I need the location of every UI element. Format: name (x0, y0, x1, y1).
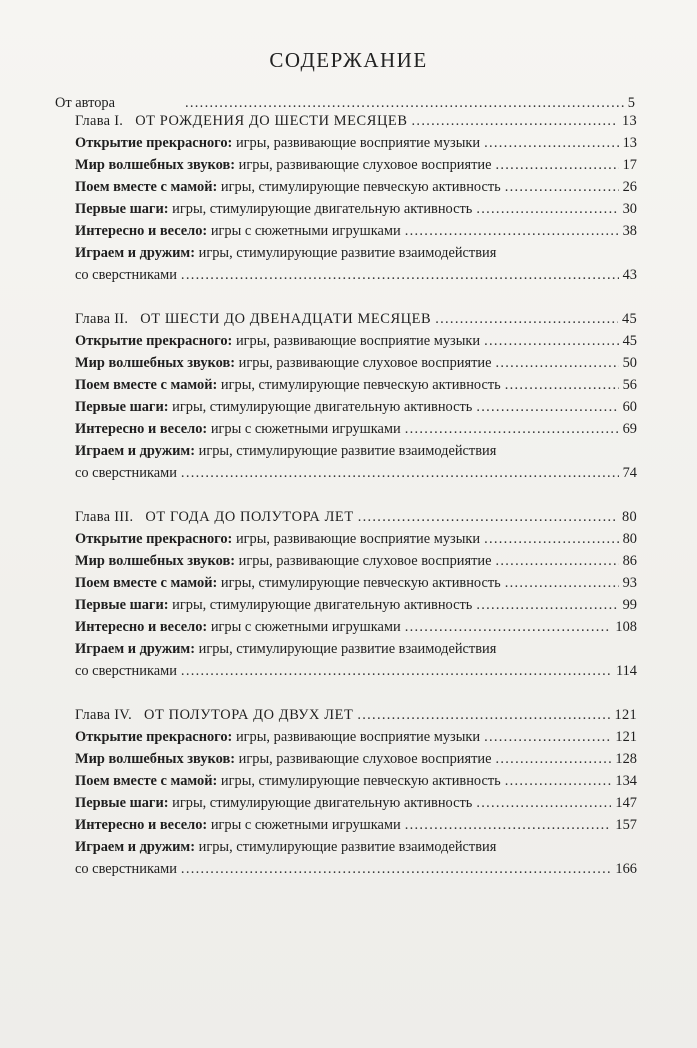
chapter-title: ОТ РОЖДЕНИЯ ДО ШЕСТИ МЕСЯЦЕВ (135, 113, 408, 129)
dot-leader (181, 860, 611, 878)
toc-page-number: 93 (622, 575, 637, 591)
item-description: игры, стимулирующие двигательную активность (168, 795, 473, 811)
toc-item[interactable] (75, 662, 637, 680)
item-category: Поем вместе с мамой: (75, 773, 218, 789)
chapter-title: ОТ ГОДА ДО ПОЛУТОРА ЛЕТ (145, 509, 354, 525)
toc-page-number: 166 (615, 861, 637, 877)
item-description: игры, стимулирующие певческую активность (217, 773, 501, 789)
item-description: игры, развивающие восприятие музыки (232, 135, 481, 151)
toc-page-number: 56 (622, 377, 637, 393)
chapter-number: Глава II. (75, 311, 129, 327)
toc-item[interactable] (75, 816, 637, 834)
toc-item-first-line[interactable] (75, 244, 496, 262)
item-category: Первые шаги: (75, 201, 169, 217)
item-category: Первые шаги: (75, 399, 169, 415)
item-category: Играем и дружим: (75, 245, 196, 261)
toc-item[interactable] (75, 266, 637, 284)
toc-chapter-2[interactable] (75, 310, 637, 328)
toc-item[interactable] (75, 200, 637, 218)
dot-leader (505, 574, 619, 592)
toc-item[interactable] (75, 398, 637, 416)
toc-page-number: 13 (622, 135, 637, 151)
toc-item[interactable] (75, 376, 637, 394)
item-category: Первые шаги: (75, 597, 169, 613)
item-continuation: со сверстниками (75, 861, 177, 877)
dot-leader (181, 662, 612, 680)
item-description: игры, развивающие слуховое восприятие (235, 751, 492, 767)
item-description: игры, стимулирующие двигательную активность (168, 399, 473, 415)
chapter-number: Глава III. (75, 509, 134, 525)
toc-page-number: 157 (615, 817, 637, 833)
item-description: игры, стимулирующие развитие взаимодействия (195, 443, 497, 459)
dot-leader (495, 156, 618, 174)
item-category: Поем вместе с мамой: (75, 377, 218, 393)
toc-item[interactable] (75, 420, 637, 438)
item-description: игры с сюжетными игрушками (207, 421, 401, 437)
toc-page-number: 30 (622, 201, 637, 217)
toc-item[interactable] (75, 552, 637, 570)
toc-item[interactable] (75, 596, 637, 614)
toc-item-first-line[interactable] (75, 442, 496, 460)
item-continuation: со сверстниками (75, 663, 177, 679)
dot-leader (358, 508, 618, 526)
item-description: игры, стимулирующие певческую активность (217, 179, 501, 195)
item-category: Интересно и весело: (75, 817, 208, 833)
toc-item[interactable] (75, 178, 637, 196)
toc-page-number: 26 (622, 179, 637, 195)
toc-chapter-4[interactable] (75, 706, 637, 724)
chapter-number: Глава IV. (75, 707, 133, 723)
item-description: игры, развивающие слуховое восприятие (235, 157, 492, 173)
toc-page-number: 43 (622, 267, 637, 283)
item-description: игры, развивающие восприятие музыки (232, 333, 481, 349)
item-continuation: со сверстниками (75, 465, 177, 481)
toc-item[interactable] (75, 222, 637, 240)
toc-page-number: 60 (622, 399, 637, 415)
dot-leader (495, 750, 611, 768)
dot-leader (405, 222, 619, 240)
toc-page-number: 121 (615, 729, 637, 745)
item-description: игры с сюжетными игрушками (207, 817, 401, 833)
dot-leader (476, 794, 611, 812)
toc-item[interactable] (75, 794, 637, 812)
dot-leader (495, 552, 618, 570)
item-category: Первые шаги: (75, 795, 169, 811)
item-description: игры, стимулирующие развитие взаимодействия (195, 839, 497, 855)
dot-leader (484, 728, 611, 746)
item-description: игры, развивающие слуховое восприятие (235, 553, 492, 569)
toc-item[interactable] (75, 332, 637, 350)
toc-page-number: 50 (622, 355, 637, 371)
toc-page-number: 17 (622, 157, 637, 173)
dot-leader (484, 530, 619, 548)
toc-page-number: 45 (622, 311, 637, 327)
dot-leader (405, 420, 619, 438)
toc-page-number: 80 (622, 509, 637, 525)
dot-leader (476, 398, 618, 416)
item-category: Интересно и весело: (75, 223, 208, 239)
item-category: Мир волшебных звуков: (75, 553, 236, 569)
toc-item[interactable] (75, 750, 637, 768)
item-continuation: со сверстниками (75, 267, 177, 283)
dot-leader (405, 618, 612, 636)
dot-leader (181, 266, 619, 284)
item-category: Мир волшебных звуков: (75, 355, 236, 371)
toc-item-first-line[interactable] (75, 640, 496, 658)
toc-item[interactable] (75, 728, 637, 746)
item-description: игры с сюжетными игрушками (207, 223, 401, 239)
item-category: Мир волшебных звуков: (75, 157, 236, 173)
item-description: игры, стимулирующие певческую активность (217, 575, 501, 591)
item-description: игры, стимулирующие развитие взаимодействия (195, 641, 497, 657)
dot-leader (476, 200, 618, 218)
toc-item-first-line[interactable] (75, 838, 496, 856)
item-category: Поем вместе с мамой: (75, 179, 218, 195)
toc-chapter-3[interactable] (75, 508, 637, 526)
dot-leader (484, 332, 619, 350)
chapter-title: ОТ ПОЛУТОРА ДО ДВУХ ЛЕТ (144, 707, 354, 723)
toc-page-number: 45 (622, 333, 637, 349)
toc-item[interactable] (75, 618, 637, 636)
item-category: Играем и дружим: (75, 641, 196, 657)
item-category: Открытие прекрасного: (75, 135, 233, 151)
toc-page-number: 86 (622, 553, 637, 569)
toc-page-number: 80 (622, 531, 637, 547)
page-title: СОДЕРЖАНИЕ (269, 48, 428, 72)
dot-leader (181, 464, 619, 482)
toc-page-number: 108 (615, 619, 637, 635)
chapter-title: ОТ ШЕСТИ ДО ДВЕНАДЦАТИ МЕСЯЦЕВ (140, 311, 432, 327)
toc-page-number: 99 (622, 597, 637, 613)
dot-leader (476, 596, 618, 614)
dot-leader (505, 178, 619, 196)
toc-item[interactable] (75, 156, 637, 174)
toc-chapter-1[interactable] (75, 112, 637, 130)
toc-page-number: 74 (622, 465, 637, 481)
item-category: Играем и дружим: (75, 839, 196, 855)
toc-page-number: 5 (627, 95, 635, 111)
item-description: игры, стимулирующие развитие взаимодействия (195, 245, 497, 261)
toc-page-number: 134 (615, 773, 637, 789)
item-description: игры с сюжетными игрушками (207, 619, 401, 635)
item-description: игры, развивающие восприятие музыки (232, 531, 481, 547)
item-category: Открытие прекрасного: (75, 531, 233, 547)
toc-item[interactable] (75, 860, 637, 878)
chapter-number: Глава I. (75, 113, 124, 129)
dot-leader (505, 772, 612, 790)
dot-leader (405, 816, 612, 834)
item-category: Поем вместе с мамой: (75, 575, 218, 591)
toc-item[interactable] (75, 354, 637, 372)
dot-leader (484, 134, 619, 152)
toc-page-number: 128 (615, 751, 637, 767)
toc-page-number: 121 (614, 707, 637, 723)
item-description: игры, развивающие слуховое восприятие (235, 355, 492, 371)
toc-item[interactable] (75, 772, 637, 790)
toc-page-number: 69 (622, 421, 637, 437)
toc-page-number: 38 (622, 223, 637, 239)
item-category: Мир волшебных звуков: (75, 751, 236, 767)
dot-leader (412, 112, 618, 130)
item-category: Играем и дружим: (75, 443, 196, 459)
dot-leader (435, 310, 618, 328)
toc-entry-author[interactable] (55, 94, 635, 112)
item-category: Интересно и весело: (75, 421, 208, 437)
toc-page-number: 13 (622, 113, 637, 129)
dot-leader (357, 706, 610, 724)
item-category: Открытие прекрасного: (75, 729, 233, 745)
toc-item[interactable] (75, 464, 637, 482)
item-category: Открытие прекрасного: (75, 333, 233, 349)
toc-item[interactable] (75, 574, 637, 592)
toc-page-number: 114 (615, 663, 637, 679)
dot-leader (505, 376, 619, 394)
toc-item[interactable] (75, 530, 637, 548)
item-description: игры, стимулирующие двигательную активность (168, 597, 473, 613)
dot-leader (495, 354, 618, 372)
dot-leader (185, 94, 624, 112)
item-description: игры, стимулирующие певческую активность (217, 377, 501, 393)
toc-item[interactable] (75, 134, 637, 152)
toc-entry-label: От автора (55, 95, 115, 111)
toc-page-number: 147 (615, 795, 637, 811)
item-category: Интересно и весело: (75, 619, 208, 635)
item-description: игры, развивающие восприятие музыки (232, 729, 481, 745)
item-description: игры, стимулирующие двигательную активность (168, 201, 473, 217)
